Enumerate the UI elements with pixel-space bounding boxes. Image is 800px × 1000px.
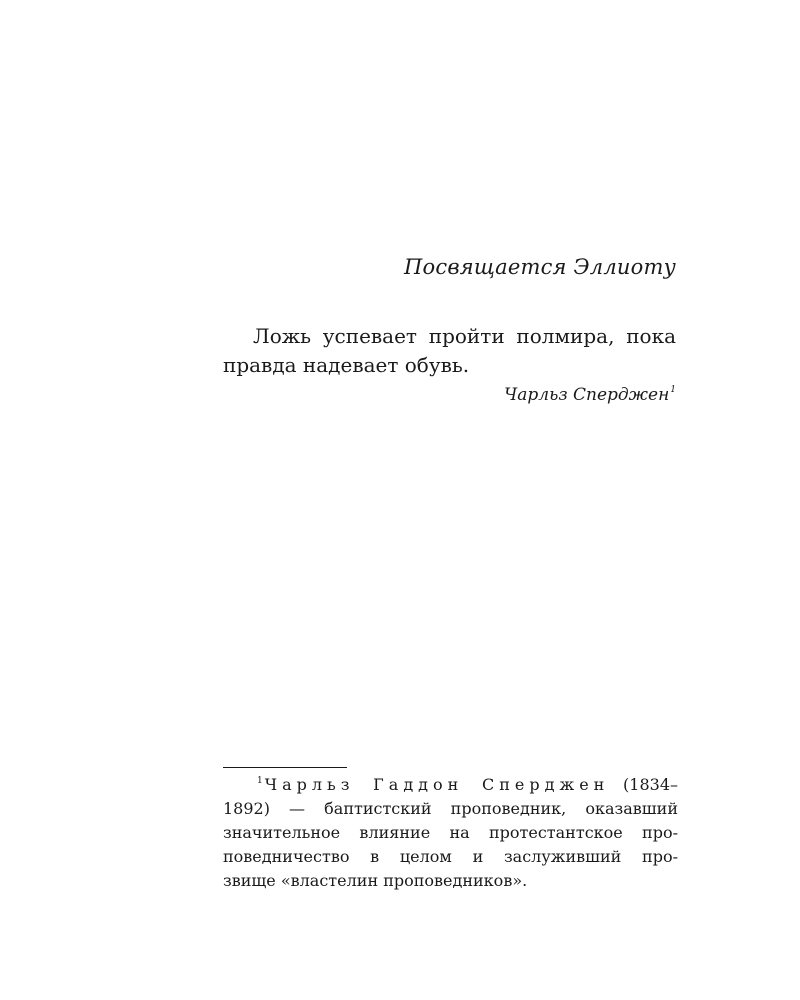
footnote [223,769,678,893]
footnote-line-1 [223,769,678,797]
footnote-line-2: 1892) — баптистский проповедник, оказавший [223,799,678,818]
footnote-line-3: значительное влияние на протестантское про- [223,823,678,842]
footnote-divider [223,767,347,768]
footnote-dates-start: (1834– [609,775,679,794]
epigraph-author-name: Чарльз Сперджен [504,385,670,405]
epigraph-text: Ложь успевает пройти полмира, пока правда надевает обувь. [223,324,676,377]
epigraph [223,322,676,405]
footnote-reference[interactable]: 1 [670,385,676,395]
footnote-line-5: звище «властелин проповедников». [223,871,528,890]
epigraph-author [223,385,676,405]
footnote-line-4: поведничество в целом и заслуживший про- [223,847,678,866]
dedication: Посвящается Эллиоту [404,255,676,279]
footnote-person-name: Чарльз Гаддон Сперджен [264,775,610,794]
footnote-mark: 1 [257,776,263,786]
